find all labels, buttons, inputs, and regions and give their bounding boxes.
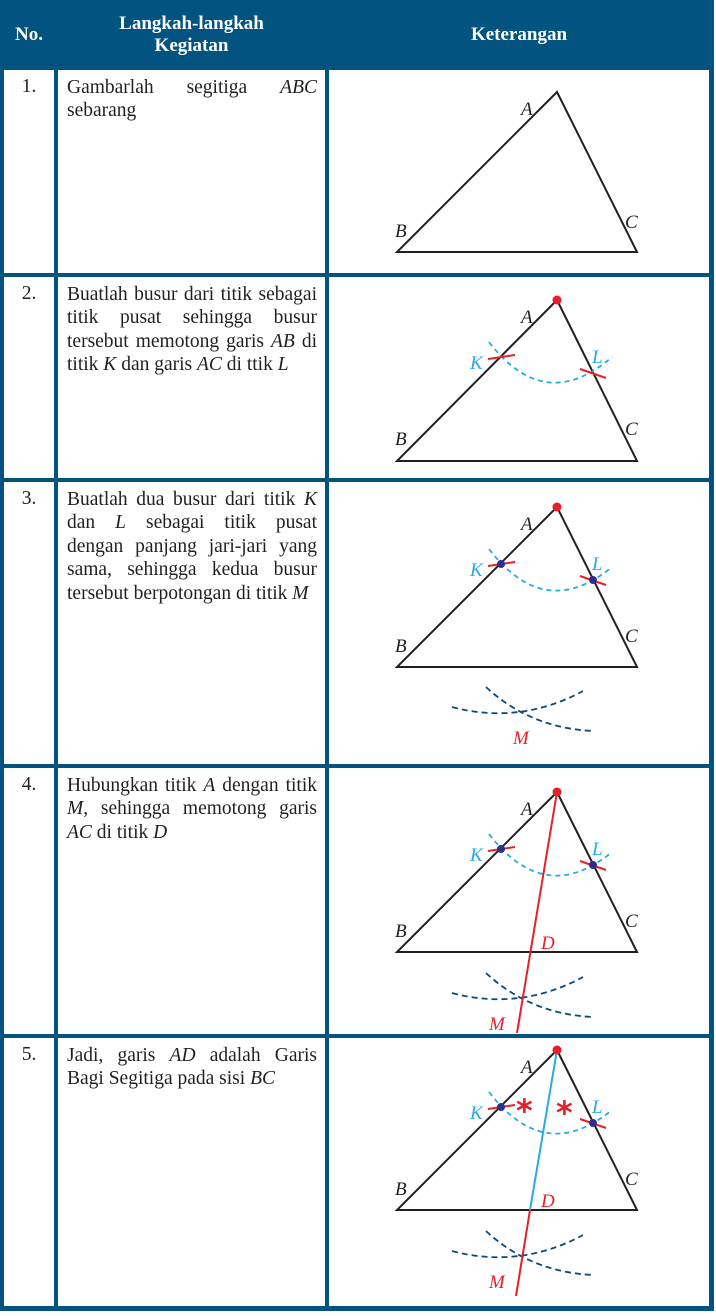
step-text-segment: di titik xyxy=(91,821,154,843)
label-d: D xyxy=(541,933,555,954)
step-text-segment: Jadi, garis xyxy=(67,1045,170,1066)
step-text-segment: dan garis xyxy=(116,354,197,376)
math-symbol: AB xyxy=(271,330,295,352)
math-symbol: M xyxy=(67,798,84,820)
label-l: L xyxy=(592,839,603,860)
label-a: A xyxy=(521,307,533,328)
label-d: D xyxy=(541,1191,555,1212)
arc-from-l xyxy=(486,687,593,731)
header-notes-text: Keterangan xyxy=(470,24,568,45)
triangle-abc xyxy=(397,300,637,461)
label-c: C xyxy=(625,212,638,233)
label-b: B xyxy=(395,429,407,450)
math-symbol: AC xyxy=(197,354,222,376)
label-l: L xyxy=(592,554,603,575)
step-text-segment: Gambarlah segitiga xyxy=(67,77,281,98)
math-symbol: AD xyxy=(169,1045,196,1066)
label-m: M xyxy=(513,728,529,749)
label-a: A xyxy=(521,799,533,820)
step-text-segment: sebarang xyxy=(67,100,137,122)
step-text-segment: , sehingga memotong garis xyxy=(83,798,317,820)
row5-number: 5. xyxy=(21,1044,37,1065)
label-c: C xyxy=(625,626,638,647)
step-text-segment: di ttik xyxy=(221,354,278,376)
point-a xyxy=(553,788,562,797)
point-l xyxy=(589,576,597,584)
arc-from-l xyxy=(486,973,593,1017)
math-symbol: AC xyxy=(67,821,92,843)
header-steps-line1: Langkah-langkah xyxy=(119,13,264,34)
point-a xyxy=(553,296,562,305)
arc-from-k xyxy=(452,691,583,713)
triangle-abc xyxy=(397,792,637,952)
step-text-segment: dengan titik xyxy=(215,775,317,796)
math-symbol: M xyxy=(292,582,309,604)
label-a: A xyxy=(521,514,533,535)
arc-from-k xyxy=(452,1235,583,1257)
arc-from-l xyxy=(486,1231,593,1275)
angle-mark-right: * xyxy=(556,1094,573,1132)
math-symbol: BC xyxy=(250,1068,275,1090)
step-text-segment: di titik xyxy=(67,330,317,376)
point-l xyxy=(589,861,597,869)
row4-number: 4. xyxy=(21,774,37,795)
label-a: A xyxy=(521,1057,533,1078)
label-b: B xyxy=(395,921,407,942)
row2-diagram xyxy=(395,296,638,462)
row1-diagram xyxy=(395,92,638,252)
row3-number: 3. xyxy=(21,488,37,509)
label-k: K xyxy=(470,845,483,866)
label-k: K xyxy=(470,1103,483,1124)
step-text-segment: Buatlah dua busur dari titik xyxy=(67,489,304,510)
row4-diagram xyxy=(395,788,638,1036)
label-c: C xyxy=(625,911,638,932)
label-l: L xyxy=(592,347,603,368)
math-symbol: ABC xyxy=(280,77,317,98)
math-symbol: L xyxy=(277,354,289,376)
math-symbol: L xyxy=(115,512,126,534)
math-symbol: K xyxy=(303,489,317,510)
step-text-segment: dan xyxy=(67,512,116,534)
label-c: C xyxy=(625,419,638,440)
triangle-abc xyxy=(397,92,637,252)
header-no-text: No. xyxy=(15,24,43,45)
angle-mark-left: * xyxy=(516,1092,533,1130)
triangle-abc xyxy=(397,1050,637,1210)
label-a: A xyxy=(521,99,533,120)
step-text-segment: adalah Garis Bagi Segitiga pada sisi xyxy=(67,1045,317,1090)
row1-number: 1. xyxy=(21,76,37,97)
triangle-abc xyxy=(397,507,637,667)
line-dm xyxy=(516,1210,530,1296)
point-a xyxy=(553,1046,562,1055)
label-c: C xyxy=(625,1169,638,1190)
row2-number: 2. xyxy=(21,283,37,304)
row5-diagram xyxy=(395,1046,638,1297)
label-m: M xyxy=(489,1272,505,1293)
label-l: L xyxy=(592,1097,603,1118)
label-k: K xyxy=(470,353,483,374)
math-symbol: A xyxy=(203,775,216,796)
step-text-segment: sebagai titik pusat dengan panjang jari-jari yang sama, sehingga kedua busur tersebut berpotongan di titik xyxy=(67,512,317,604)
point-k xyxy=(497,845,505,853)
step-text-segment: Buatlah busur dari titik sebagai titik pusat sehingga busur tersebut memotong garis xyxy=(67,284,317,352)
label-b: B xyxy=(395,221,407,242)
arc-from-k xyxy=(452,977,583,999)
header-steps-line2: Kegiatan xyxy=(154,35,229,56)
math-symbol: K xyxy=(103,354,117,376)
line-am xyxy=(517,792,557,1033)
label-k: K xyxy=(470,560,483,581)
label-m: M xyxy=(489,1014,505,1035)
label-b: B xyxy=(395,1179,407,1200)
point-k xyxy=(497,1103,505,1111)
row3-diagram xyxy=(395,503,638,750)
point-l xyxy=(589,1119,597,1127)
label-b: B xyxy=(395,636,407,657)
math-symbol: D xyxy=(153,821,168,843)
step-text-segment: Hubungkan titik xyxy=(67,775,204,796)
point-k xyxy=(497,560,505,568)
point-a xyxy=(553,503,562,512)
